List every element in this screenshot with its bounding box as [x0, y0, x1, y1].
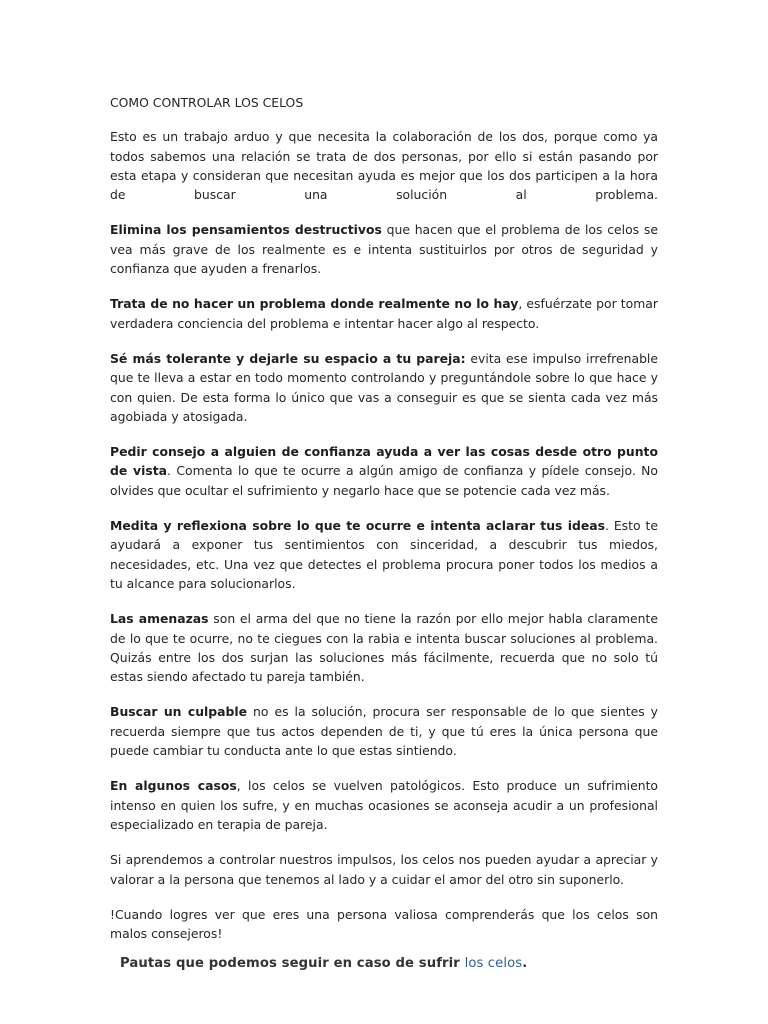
closing-paragraph: Si aprendemos a controlar nuestros impulsos, los celos nos pueden ayudar a apreciar y valorar a la persona que tenemos al lado y a cuidar el amor del otro sin suponerlo. [110, 852, 658, 887]
paragraph [110, 220, 658, 278]
paragraph-text: no es la solución, procura ser responsable de lo que sientes y recuerda siempre que tus actos dependen de ti, y que tú eres la única persona que puede cambiar tu conducta ante lo que estas sintiendo. [110, 704, 658, 759]
paragraph [110, 294, 658, 333]
paragraph-text: que hacen que el problema de los celos se vea más grave de los realmente es e intenta sustituirlos por otros de seguridad y confianza que ayuden a frenarlos. [110, 222, 658, 277]
paragraph [110, 609, 658, 686]
paragraph-bold: Medita y reflexiona sobre lo que te ocurre e intenta aclarar tus ideas [110, 518, 605, 534]
document-body [110, 93, 658, 959]
paragraph-bold: Elimina los pensamientos destructivos [110, 222, 382, 238]
paragraph-bold: Las amenazas [110, 611, 209, 627]
page-title: COMO CONTROLAR LOS CELOS [110, 95, 304, 110]
paragraph [110, 442, 658, 500]
footer-suffix: . [522, 956, 528, 971]
paragraph-text: , esfuérzate por tomar verdadera conciencia del problema e intentar hacer algo al respecto. [110, 296, 658, 331]
paragraph-text: . Esto te ayudará a exponer tus sentimientos con sinceridad, a descubrir tus miedos, necesidades, etc. Una vez que detectes el problema procura poner todos los medios a tu alcance para solucionarlos. [110, 518, 658, 591]
paragraph [110, 702, 658, 760]
paragraph-text: son el arma del que no tiene la razón por ello mejor habla claramente de lo que te ocurre, no te ciegues con la rabia e intenta buscar soluciones al problema. Quizás entre los dos surjan las soluciones más fácilmente, recuerda que no solo tú estas siendo afectado tu pareja también. [110, 611, 658, 685]
paragraph [110, 776, 658, 834]
paragraph-list [110, 220, 658, 834]
closing-exclamation: !Cuando logres ver que eres una persona valiosa comprenderás que los celos son malos consejeros! [110, 906, 658, 942]
paragraph [110, 349, 658, 426]
footer-line [120, 956, 527, 971]
intro-text: Esto es un trabajo arduo y que necesita la colaboración de los dos, porque como ya todos sabemos una relación se trata de dos personas, por ello si están pasando por esta etapa y consideran que necesitan ayuda es mejor que los dos participen a la hora de buscar una [110, 129, 658, 203]
paragraph [110, 516, 658, 593]
paragraph-bold: Sé más tolerante y dejarle su espacio a tu pareja: [110, 350, 466, 366]
paragraph-text: . Comenta lo que te ocurre a algún amigo de confianza y pídele consejo. No olvides que ocultar el sufrimiento y negarlo hace que se potencie cada vez más. [110, 463, 658, 498]
intro-paragraph [110, 127, 658, 204]
footer-text: Pautas que podemos seguir en caso de sufrir [120, 956, 465, 971]
intro-tail: solución al problema. [396, 187, 658, 203]
paragraph-bold: Trata de no hacer un problema donde realmente no lo hay [110, 296, 519, 312]
paragraph-bold: Pedir consejo a alguien de confianza ayuda a ver las cosas desde otro punto de vista [110, 444, 658, 479]
paragraph-text: , los celos se vuelven patológicos. Esto produce un sufrimiento intenso en quien los sufre, y en muchas ocasiones se aconseja acudir a un profesional especializado en terapia de pareja. [110, 778, 659, 832]
celos-link[interactable]: los celos [464, 956, 523, 971]
paragraph-bold: Buscar un culpable [110, 704, 248, 720]
paragraph-bold: En algunos casos [110, 778, 237, 794]
paragraph-text: evita ese impulso irrefrenable que te lleva a estar en todo momento controlando y preguntándole sobre lo que hace y con quien. De esta forma lo único que vas a conseguir es que se sienta cada vez más agobiada y atosigada. [110, 350, 658, 424]
